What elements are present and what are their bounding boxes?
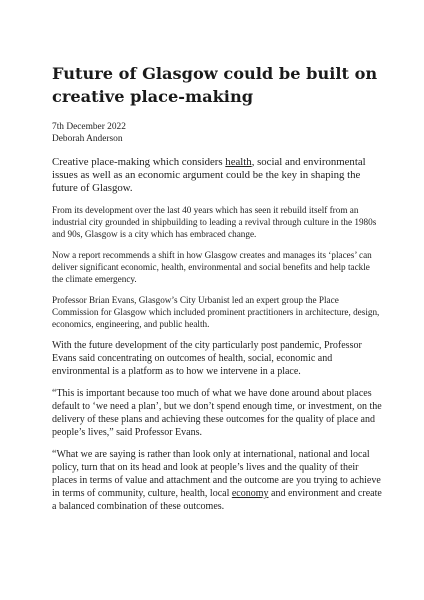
paragraph-quote-1: “This is important because too much of what we have done around about places default to ‘we need a plan’, but we don’t spend enough time, or investment, on the delivery of these plans and achieving these outcomes for the quality of place and people’s lives,” said Professor Evans. (52, 388, 382, 438)
paragraph-quote-2-text-end: and environment and create a balanced combination of these outcomes. (52, 488, 382, 512)
paragraph-intro-text-end: , social and environmental issues as well as an economic argument could be the key in shaping the future of Glasgow. (52, 156, 366, 194)
paragraph-quote-2-text-start: “What we are saying is rather than look only at international, national and local policy, turn that on its head and look at people’s lives and the quality of their places in terms of value and attachment and the outcome are you trying to achieve in terms of community, culture, health, local (52, 449, 381, 499)
paragraph-intro-text-start: Creative place-making which considers (52, 156, 226, 168)
article (52, 62, 382, 522)
article-date: 7th December 2022 (52, 122, 126, 132)
article-author: Deborah Anderson (52, 134, 123, 144)
paragraph-future: With the future development of the city particularly post pandemic, Professor Evans said concentrating on outcomes of health, social, economic and environmental is a platform as to how we intervene in a place. (52, 340, 362, 377)
economy-link[interactable]: economy (231, 488, 269, 499)
health-link[interactable]: health (225, 156, 252, 168)
paragraph-intro (52, 156, 382, 195)
paragraph-quote-2 (52, 448, 382, 513)
paragraph-report: Now a report recommends a shift in how Glasgow creates and manages its ‘places’ can deliver significant economic, health, environmental and social benefits and help tackle the climate emergency. (52, 250, 372, 284)
paragraph-commission: Professor Brian Evans, Glasgow’s City Urbanist led an expert group the Place Commission for Glasgow which included prominent practitioners in architecture, design, economics, engineering, and public health. (52, 295, 380, 329)
article-headline: Future of Glasgow could be built on creative place-making (52, 64, 378, 106)
paragraph-development: From its development over the last 40 years which has seen it rebuild itself from an industrial city grounded in shipbuilding to leading a revival through culture in the 1980s and 90s, Glasgow is a city which has embraced change. (52, 205, 377, 239)
article-meta (52, 121, 382, 145)
